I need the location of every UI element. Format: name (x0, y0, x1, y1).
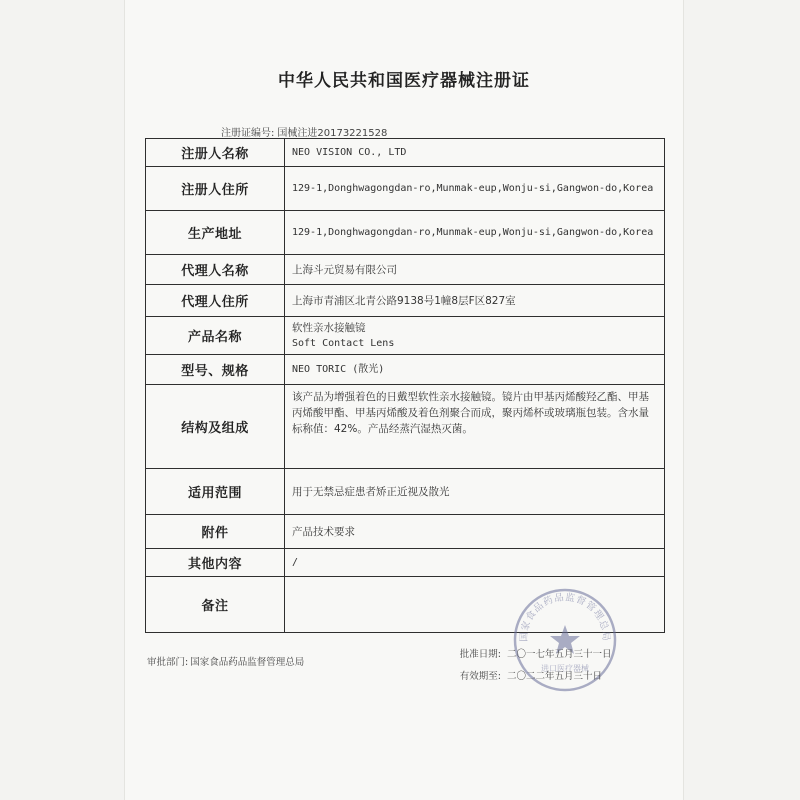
row-label: 注册人住所 (146, 167, 285, 211)
row-value: 上海斗元贸易有限公司 (285, 255, 665, 285)
document-title: 中华人民共和国医疗器械注册证 (278, 71, 530, 91)
row-label: 型号、规格 (146, 355, 285, 385)
date-block (437, 644, 612, 688)
row-label: 适用范围 (146, 469, 285, 515)
row-label: 生产地址 (146, 211, 285, 255)
row-label: 产品名称 (146, 317, 285, 355)
product-name-en: Soft Contact Lens (292, 337, 395, 349)
approval-date (437, 644, 612, 666)
certificate-table (145, 138, 665, 633)
row-value: 该产品为增强着色的日戴型软性亲水接触镜。镜片由甲基丙烯酸羟乙酯、甲基丙烯酸甲酯、甲基丙烯酸及着色剂聚合而成，聚丙烯杯或玻璃瓶包装。含水量标称值：42%。产品经蒸汽湿热灭菌。 (285, 385, 665, 469)
row-label: 注册人名称 (146, 139, 285, 167)
registration-number-label: 注册证编号: (221, 128, 275, 139)
row-label: 附件 (146, 515, 285, 549)
table-row (146, 549, 665, 577)
table-row (146, 355, 665, 385)
approval-department-value: 国家食品药品监督管理总局 (190, 657, 305, 668)
row-label: 其他内容 (146, 549, 285, 577)
table-row (146, 255, 665, 285)
approval-department (147, 654, 304, 668)
table-row (146, 167, 665, 211)
row-value: NEO TORIC (散光) (285, 355, 665, 385)
row-label: 备注 (146, 577, 285, 633)
seal-text: 国家食品药品监督管理总局 (518, 592, 612, 643)
table-row (146, 317, 665, 355)
certificate-page (125, 0, 683, 800)
registration-number-value: 国械注进20173221528 (277, 128, 388, 139)
table-row (146, 385, 665, 469)
registration-number (221, 124, 387, 139)
row-value: 产品技术要求 (285, 515, 665, 549)
product-name-cn: 软性亲水接触镜 (292, 321, 366, 334)
table-row (146, 211, 665, 255)
row-label: 代理人住所 (146, 285, 285, 317)
valid-until-value: 二〇二二年五月三十日 (507, 671, 603, 682)
row-value-group (285, 317, 665, 355)
row-label: 代理人名称 (146, 255, 285, 285)
table-row (146, 285, 665, 317)
row-value: 129-1,Donghwagongdan-ro,Munmak-eup,Wonju-si,Gangwon-do,Korea (285, 167, 665, 211)
row-label: 结构及组成 (146, 385, 285, 469)
approval-date-value: 二〇一七年五月三十一日 (507, 649, 612, 660)
approval-date-label: 批准日期: (459, 649, 501, 660)
table-row (146, 469, 665, 515)
row-value: / (285, 549, 665, 577)
row-value: NEO VISION CO., LTD (285, 139, 665, 167)
row-value: 上海市青浦区北青公路9138号1幢8层F区827室 (285, 285, 665, 317)
seal-subtext: 进口医疗器械 (541, 664, 589, 673)
approval-department-label: 审批部门: (147, 657, 189, 668)
table-row (146, 139, 665, 167)
valid-until-label: 有效期至: (459, 671, 501, 682)
valid-until (437, 666, 612, 688)
row-value: 129-1,Donghwagongdan-ro,Munmak-eup,Wonju-si,Gangwon-do,Korea (285, 211, 665, 255)
table-row (146, 515, 665, 549)
row-value: 用于无禁忌症患者矫正近视及散光 (285, 469, 665, 515)
